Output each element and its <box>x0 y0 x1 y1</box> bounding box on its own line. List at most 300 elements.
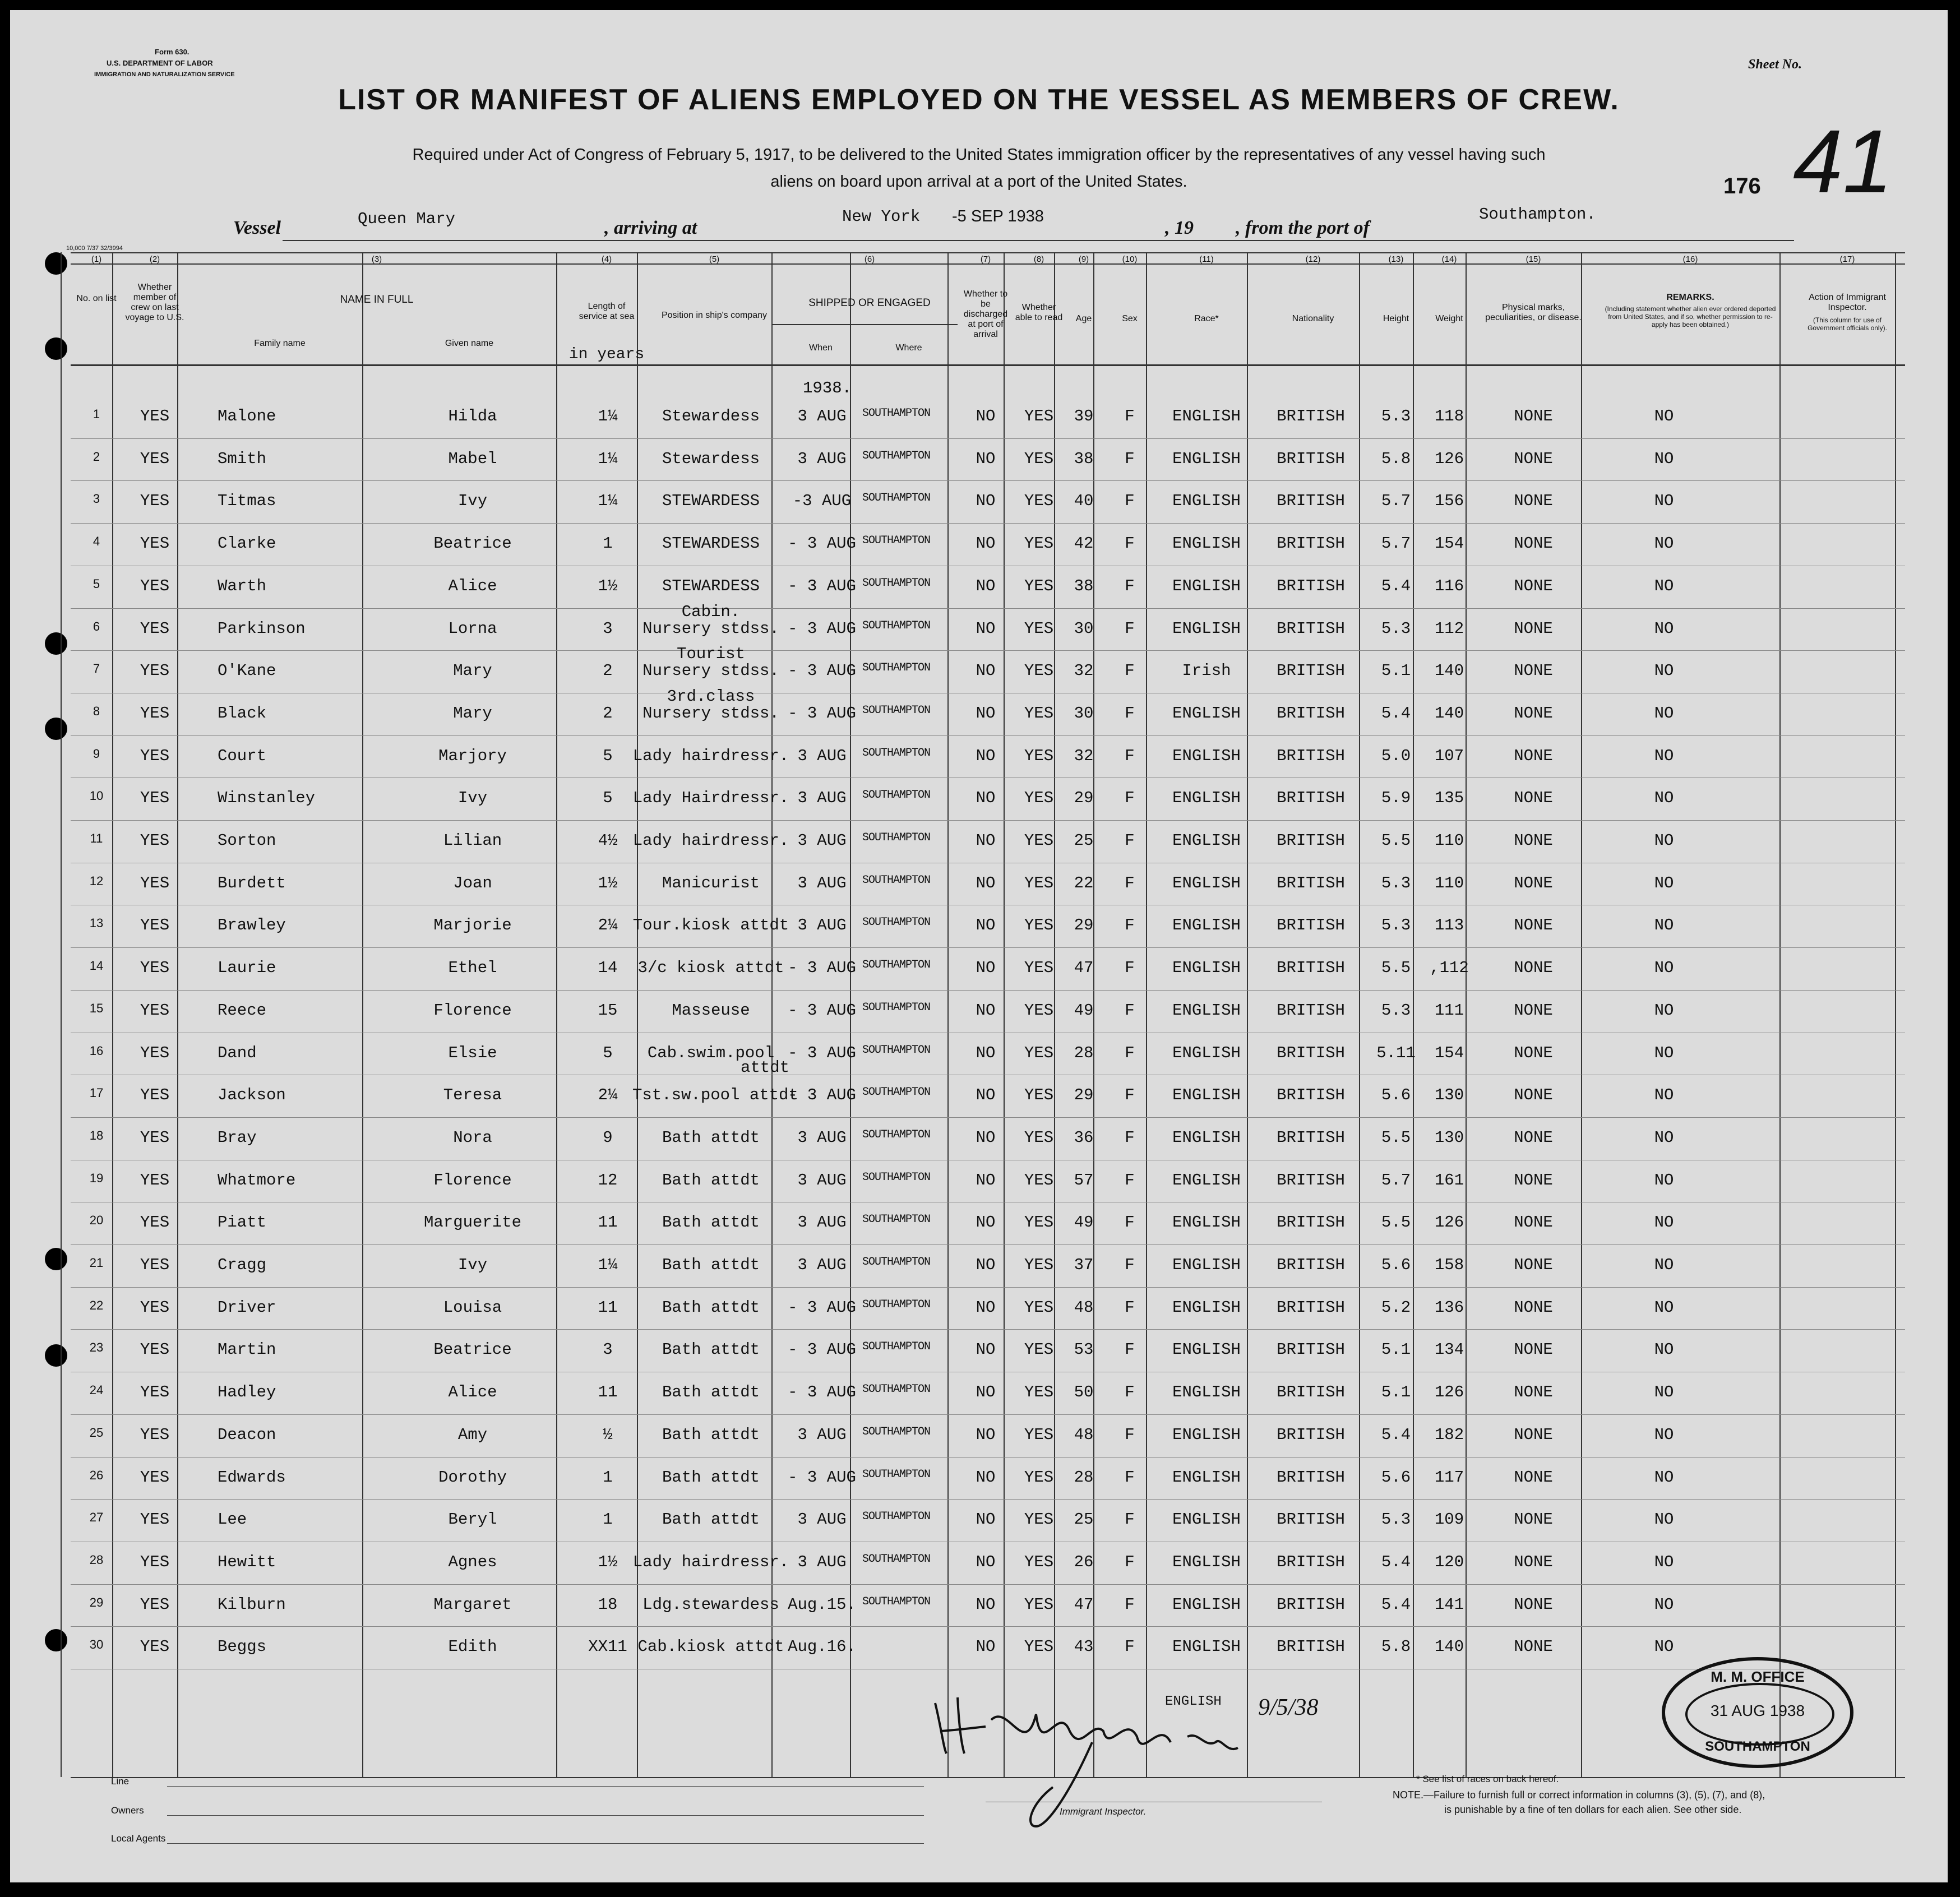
row-rule <box>71 990 1905 991</box>
cell-weight: 135 <box>1434 789 1464 808</box>
cell-height: 5.4 <box>1381 1595 1411 1614</box>
cell-nat: BRITISH <box>1277 492 1345 511</box>
cell-read: YES <box>1024 873 1054 892</box>
cell-race: ENGLISH <box>1172 1468 1241 1487</box>
cell-crew: YES <box>140 746 170 765</box>
cell-family: Driver <box>218 1298 276 1317</box>
cell-crew: YES <box>140 1468 170 1487</box>
cell-weight: 140 <box>1434 661 1464 681</box>
cell-given: Margaret <box>433 1595 512 1614</box>
cell-sex: F <box>1125 704 1135 723</box>
cell-marks: NONE <box>1514 1213 1553 1232</box>
cell-sex: F <box>1125 1552 1135 1571</box>
cell-race: ENGLISH <box>1172 1383 1241 1402</box>
cell-marks: NONE <box>1514 1425 1553 1444</box>
cell-marks: NONE <box>1514 661 1553 681</box>
cell-service: 2¼ <box>598 1086 618 1105</box>
cell-nat: BRITISH <box>1277 661 1345 681</box>
col-num-11: (11) <box>1199 255 1214 264</box>
cell-no: 30 <box>89 1637 104 1652</box>
cell-race: ENGLISH <box>1172 1043 1241 1062</box>
cell-position: 3/c kiosk attdt <box>637 959 784 978</box>
cell-disch: NO <box>976 1552 996 1571</box>
cell-when: 3 AUG <box>797 831 847 850</box>
cell-remarks: NO <box>1654 1043 1674 1062</box>
cell-disch: NO <box>976 407 996 425</box>
row-rule <box>71 523 1905 524</box>
cell-nat: BRITISH <box>1277 1637 1345 1657</box>
cell-age: 38 <box>1074 449 1094 468</box>
service: IMMIGRATION AND NATURALIZATION SERVICE <box>94 71 235 78</box>
cell-disch: NO <box>976 492 996 511</box>
cell-given: Marjory <box>438 746 507 765</box>
cell-race: ENGLISH <box>1172 619 1241 638</box>
footer-local-agents: Local Agents <box>111 1833 166 1844</box>
cell-age: 49 <box>1074 1001 1094 1020</box>
col-hdr-given: Given name <box>445 339 494 348</box>
cell-nat: BRITISH <box>1277 1552 1345 1571</box>
cell-family: Jackson <box>218 1086 286 1105</box>
cell-sex: F <box>1125 831 1135 850</box>
cell-age: 47 <box>1074 959 1094 978</box>
cell-race: ENGLISH <box>1172 789 1241 808</box>
cell-disch: NO <box>976 1256 996 1274</box>
cell-service: 4½ <box>598 831 618 850</box>
cell-remarks: NO <box>1654 492 1674 511</box>
cell-given: Marguerite <box>423 1213 522 1232</box>
shipped-subrule <box>773 324 958 325</box>
cell-when: - 3 AUG <box>788 534 856 553</box>
cell-family: Titmas <box>218 492 276 511</box>
cell-when: Aug.15. <box>788 1595 856 1614</box>
cell-position: Lady Hairdressr. <box>632 789 789 808</box>
cell-disch: NO <box>976 831 996 850</box>
cell-sex: F <box>1125 1637 1135 1657</box>
print-code: 10,000 7/37 32/3994 <box>66 245 123 252</box>
cell-position: Bath attdt <box>662 1510 760 1529</box>
cell-remarks: NO <box>1654 407 1674 425</box>
cell-height: 5.9 <box>1381 789 1411 808</box>
cell-no: 23 <box>89 1340 104 1355</box>
cell-weight: 134 <box>1434 1340 1464 1359</box>
cell-weight: 141 <box>1434 1595 1464 1614</box>
cell-when: - 3 AUG <box>788 1086 856 1105</box>
cell-sex: F <box>1125 746 1135 765</box>
from-port: Southampton. <box>1479 205 1596 224</box>
cell-crew: YES <box>140 449 170 468</box>
cell-height: 5.3 <box>1381 1510 1411 1529</box>
cell-read: YES <box>1024 1043 1054 1062</box>
col-hdr-service-unit: in years <box>568 346 645 363</box>
cell-sex: F <box>1125 619 1135 638</box>
cell-race: ENGLISH <box>1172 959 1241 978</box>
cell-age: 43 <box>1074 1637 1094 1657</box>
cell-crew: YES <box>140 831 170 850</box>
cell-when: 3 AUG <box>797 1213 847 1232</box>
punch-hole <box>45 1629 67 1651</box>
cell-read: YES <box>1024 1552 1054 1571</box>
col-hdr-discharged: Whether to be discharged at port of arrival <box>963 289 1008 339</box>
cell-nat: BRITISH <box>1277 1086 1345 1105</box>
cell-sex: F <box>1125 534 1135 553</box>
cell-family: Lee <box>218 1510 247 1529</box>
punch-hole <box>45 337 67 360</box>
list-number: 176 <box>1723 174 1761 198</box>
cell-family: Warth <box>218 576 267 595</box>
cell-position: Ldg.stewardess <box>642 1595 779 1614</box>
cell-marks: NONE <box>1514 449 1553 468</box>
cell-where: SOUTHAMPTON <box>862 704 931 717</box>
cell-read: YES <box>1024 1510 1054 1529</box>
cell-crew: YES <box>140 1340 170 1359</box>
cell-marks: NONE <box>1514 1170 1553 1190</box>
cell-crew: YES <box>140 1043 170 1062</box>
cell-no: 11 <box>90 831 103 845</box>
cell-position: Bath attdt <box>662 1170 760 1190</box>
cell-marks: NONE <box>1514 1383 1553 1402</box>
cell-remarks: NO <box>1654 1256 1674 1274</box>
cell-sex: F <box>1125 1043 1135 1062</box>
cell-service: 18 <box>598 1595 618 1614</box>
cell-given: Alice <box>448 576 497 595</box>
cell-marks: NONE <box>1514 1298 1553 1317</box>
page-title: LIST OR MANIFEST OF ALIENS EMPLOYED ON THE VESSEL AS MEMBERS OF CREW. <box>338 84 1620 116</box>
cell-sex: F <box>1125 1298 1135 1317</box>
cell-age: 26 <box>1074 1552 1094 1571</box>
cell-weight: 161 <box>1434 1170 1464 1190</box>
cell-where: SOUTHAMPTON <box>862 1468 931 1481</box>
cell-marks: NONE <box>1514 1086 1553 1105</box>
cell-position: STEWARDESS <box>662 534 760 553</box>
cell-read: YES <box>1024 1256 1054 1274</box>
cell-age: 29 <box>1074 789 1094 808</box>
cell-weight: 156 <box>1434 492 1464 511</box>
cell-weight: ,112 <box>1430 959 1469 978</box>
col-num-16: (16) <box>1682 255 1698 264</box>
cell-marks: NONE <box>1514 831 1553 850</box>
column-rule <box>61 252 62 1777</box>
cell-where: SOUTHAMPTON <box>862 916 931 929</box>
cell-race: ENGLISH <box>1172 449 1241 468</box>
punch-hole <box>45 1248 67 1270</box>
cell-race: ENGLISH <box>1172 576 1241 595</box>
cell-service: 12 <box>598 1170 618 1190</box>
cell-sex: F <box>1125 873 1135 892</box>
cell-crew: YES <box>140 619 170 638</box>
cell-nat: BRITISH <box>1277 1595 1345 1614</box>
col-hdr-name: NAME IN FULL <box>340 294 414 306</box>
cell-remarks: NO <box>1654 1213 1674 1232</box>
col-hdr-action: Action of Immigrant Inspector. <box>1809 293 1886 312</box>
cell-where: SOUTHAMPTON <box>862 661 931 675</box>
cell-remarks: NO <box>1654 1552 1674 1571</box>
cell-nat: BRITISH <box>1277 916 1345 935</box>
col-num-3: (3) <box>371 255 382 264</box>
cell-remarks: NO <box>1654 576 1674 595</box>
col-hdr-nationality: Nationality <box>1292 314 1334 323</box>
cell-weight: 136 <box>1434 1298 1464 1317</box>
cell-read: YES <box>1024 1086 1054 1105</box>
cell-read: YES <box>1024 1637 1054 1657</box>
cell-age: 29 <box>1074 916 1094 935</box>
cell-disch: NO <box>976 1128 996 1147</box>
cell-given: Dorothy <box>438 1468 507 1487</box>
cell-service: 11 <box>598 1383 618 1402</box>
cell-service: 1½ <box>598 1552 618 1571</box>
cell-race: ENGLISH <box>1172 704 1241 723</box>
cell-when: 3 AUG <box>797 1510 847 1529</box>
cell-age: 36 <box>1074 1128 1094 1147</box>
row-rule <box>71 1244 1905 1245</box>
cell-height: 5.1 <box>1381 1340 1411 1359</box>
cell-family: Bray <box>218 1128 257 1147</box>
cell-given: Alice <box>448 1383 497 1402</box>
inspector-signature <box>924 1681 1283 1849</box>
cell-family: Parkinson <box>218 619 306 638</box>
cell-where: SOUTHAMPTON <box>862 407 931 420</box>
cell-read: YES <box>1024 576 1054 595</box>
cell-when: 3 AUG <box>797 873 847 892</box>
cell-marks: NONE <box>1514 1595 1553 1614</box>
col-num-13: (13) <box>1388 255 1404 264</box>
cell-age: 25 <box>1074 1510 1094 1529</box>
cell-given: Florence <box>433 1170 512 1190</box>
cell-race: ENGLISH <box>1172 1213 1241 1232</box>
col-num-17: (17) <box>1839 255 1855 264</box>
cell-crew: YES <box>140 661 170 681</box>
cell-remarks: NO <box>1654 1170 1674 1190</box>
cell-no: 16 <box>89 1043 104 1058</box>
sheet-number: 41 <box>1793 111 1893 211</box>
cell-remarks: NO <box>1654 789 1674 808</box>
cell-nat: BRITISH <box>1277 704 1345 723</box>
col-num-1: (1) <box>91 255 102 264</box>
cell-when: - 3 AUG <box>788 704 856 723</box>
cell-no: 15 <box>89 1001 104 1015</box>
cell-age: 25 <box>1074 831 1094 850</box>
cell-remarks: NO <box>1654 916 1674 935</box>
cell-service: 2 <box>603 704 613 723</box>
cell-read: YES <box>1024 534 1054 553</box>
cell-nat: BRITISH <box>1277 1128 1345 1147</box>
cell-sex: F <box>1125 916 1135 935</box>
cell-when: 3 AUG <box>797 407 847 425</box>
cell-where: SOUTHAMPTON <box>862 959 931 972</box>
cell-sex: F <box>1125 1383 1135 1402</box>
cell-crew: YES <box>140 1510 170 1529</box>
cell-sex: F <box>1125 1340 1135 1359</box>
col-num-12: (12) <box>1305 255 1321 264</box>
cell-weight: 130 <box>1434 1128 1464 1147</box>
cell-crew: YES <box>140 916 170 935</box>
cell-service: 1 <box>603 1468 613 1487</box>
cell-disch: NO <box>976 1001 996 1020</box>
col-num-4: (4) <box>601 255 612 264</box>
cell-height: 5.3 <box>1381 1001 1411 1020</box>
cell-when: 3 AUG <box>797 449 847 468</box>
cell-marks: NONE <box>1514 1637 1553 1657</box>
cell-nat: BRITISH <box>1277 1425 1345 1444</box>
cell-no: 24 <box>89 1383 104 1398</box>
cell-marks: NONE <box>1514 1340 1553 1359</box>
col-hdr-sex: Sex <box>1122 314 1138 323</box>
cell-race: ENGLISH <box>1172 1595 1241 1614</box>
cell-where: SOUTHAMPTON <box>862 1383 931 1396</box>
subtitle-line-2: aliens on board upon arrival at a port of the United States. <box>770 173 1187 191</box>
cell-race: ENGLISH <box>1172 1170 1241 1190</box>
row-rule <box>71 1329 1905 1330</box>
cell-where: SOUTHAMPTON <box>862 1425 931 1438</box>
cell-height: 5.1 <box>1381 1383 1411 1402</box>
cell-no: 27 <box>89 1510 104 1525</box>
cell-race: ENGLISH <box>1172 1001 1241 1020</box>
cell-no: 9 <box>93 746 100 761</box>
cell-race: ENGLISH <box>1172 1637 1241 1657</box>
cell-weight: 118 <box>1434 407 1464 425</box>
cell-weight: 126 <box>1434 1213 1464 1232</box>
cell-nat: BRITISH <box>1277 1340 1345 1359</box>
cell-age: 42 <box>1074 534 1094 553</box>
col-hdr-no: No. on list <box>76 294 117 303</box>
cell-marks: NONE <box>1514 492 1553 511</box>
cell-read: YES <box>1024 704 1054 723</box>
cell-marks: NONE <box>1514 1001 1553 1020</box>
cell-crew: YES <box>140 1001 170 1020</box>
cell-service: 11 <box>598 1213 618 1232</box>
cell-race: ENGLISH <box>1172 534 1241 553</box>
row-rule <box>71 735 1905 736</box>
cell-weight: 154 <box>1434 534 1464 553</box>
row-rule <box>71 947 1905 948</box>
cell-when: - 3 AUG <box>788 576 856 595</box>
cell-marks: NONE <box>1514 407 1553 425</box>
cell-disch: NO <box>976 1595 996 1614</box>
cell-service: 1 <box>603 1510 613 1529</box>
cell-race: ENGLISH <box>1172 1340 1241 1359</box>
arrival-date: -5 SEP 1938 <box>952 207 1044 225</box>
cell-nat: BRITISH <box>1277 1298 1345 1317</box>
cell-weight: 158 <box>1434 1256 1464 1274</box>
cell-no: 28 <box>89 1552 104 1567</box>
cell-remarks: NO <box>1654 746 1674 765</box>
cell-no: 29 <box>89 1595 104 1609</box>
cell-age: 38 <box>1074 576 1094 595</box>
cell-service: 2 <box>603 661 613 681</box>
cell-where: SOUTHAMPTON <box>862 1170 931 1184</box>
cell-when: 3 AUG <box>797 1552 847 1571</box>
cell-crew: YES <box>140 1595 170 1614</box>
cell-given: Ivy <box>457 492 488 511</box>
cell-sex: F <box>1125 1086 1135 1105</box>
cell-race: ENGLISH <box>1172 873 1241 892</box>
cell-given: Florence <box>433 1001 512 1020</box>
cell-no: 25 <box>89 1425 104 1440</box>
cell-family: O'Kane <box>218 661 276 681</box>
cell-read: YES <box>1024 916 1054 935</box>
cell-where: SOUTHAMPTON <box>862 1001 931 1014</box>
cell-given: Mabel <box>448 449 497 468</box>
extra-race: ENGLISH <box>1165 1694 1222 1709</box>
cell-height: 5.8 <box>1381 449 1411 468</box>
cell-weight: 182 <box>1434 1425 1464 1444</box>
cell-height: 5.6 <box>1381 1468 1411 1487</box>
signature-date: 9/5/38 <box>1258 1695 1319 1720</box>
row-rule <box>71 1584 1905 1585</box>
cell-read: YES <box>1024 1001 1054 1020</box>
cell-race: ENGLISH <box>1172 1552 1241 1571</box>
cell-age: 53 <box>1074 1340 1094 1359</box>
cell-sex: F <box>1125 1256 1135 1274</box>
cell-weight: 130 <box>1434 1086 1464 1105</box>
col-hdr-when: When <box>809 343 833 353</box>
cell-when: 3 AUG <box>797 1128 847 1147</box>
cell-marks: NONE <box>1514 619 1553 638</box>
cell-height: 5.4 <box>1381 1425 1411 1444</box>
col-num-9: (9) <box>1078 255 1089 264</box>
cell-where: SOUTHAMPTON <box>862 1510 931 1524</box>
cell-when: - 3 AUG <box>788 1468 856 1487</box>
col-hdr-family: Family name <box>254 339 306 348</box>
cell-family: Dand <box>218 1043 257 1062</box>
cell-when: Aug.16. <box>788 1637 856 1657</box>
cell-position-top: Tourist <box>677 645 745 664</box>
cell-family: Edwards <box>218 1468 286 1487</box>
cell-race: ENGLISH <box>1172 1510 1241 1529</box>
cell-marks: NONE <box>1514 576 1553 595</box>
cell-remarks: NO <box>1654 1298 1674 1317</box>
cell-nat: BRITISH <box>1277 873 1345 892</box>
cell-crew: YES <box>140 1298 170 1317</box>
cell-disch: NO <box>976 661 996 681</box>
col-hdr-read: Whether able to read <box>1015 303 1063 322</box>
cell-height: 5.3 <box>1381 873 1411 892</box>
cell-position: Bath attdt <box>662 1340 760 1359</box>
cell-given: Mary <box>453 704 492 723</box>
cell-read: YES <box>1024 1298 1054 1317</box>
cell-marks: NONE <box>1514 789 1553 808</box>
cell-height: 5.4 <box>1381 704 1411 723</box>
cell-service: ½ <box>603 1425 613 1444</box>
cell-height: 5.11 <box>1376 1043 1416 1062</box>
cell-disch: NO <box>976 1510 996 1529</box>
cell-crew: YES <box>140 1086 170 1105</box>
cell-nat: BRITISH <box>1277 1001 1345 1020</box>
cell-no: 14 <box>89 959 104 973</box>
cell-weight: 154 <box>1434 1043 1464 1062</box>
cell-where: SOUTHAMPTON <box>862 746 931 760</box>
cell-nat: BRITISH <box>1277 1468 1345 1487</box>
col-hdr-remarks: REMARKS. <box>1666 293 1714 302</box>
cell-race: ENGLISH <box>1172 746 1241 765</box>
col-hdr-crew: Whether member of crew on last voyage to U.S. <box>125 283 184 322</box>
cell-no: 21 <box>89 1256 104 1270</box>
cell-race: ENGLISH <box>1172 1425 1241 1444</box>
stamp-top-text: M. M. OFFICE <box>1711 1668 1805 1685</box>
cell-age: 22 <box>1074 873 1094 892</box>
cell-nat: BRITISH <box>1277 534 1345 553</box>
cell-given: Louisa <box>443 1298 502 1317</box>
cell-given: Lorna <box>448 619 497 638</box>
cell-position: STEWARDESS <box>662 492 760 511</box>
row-rule <box>71 480 1905 481</box>
cell-no: 6 <box>93 619 100 633</box>
row-rule <box>71 1626 1905 1627</box>
col-hdr-where: Where <box>895 343 922 353</box>
cell-age: 30 <box>1074 619 1094 638</box>
cell-age: 28 <box>1074 1043 1094 1062</box>
fine-note-2: is punishable by a fine of ten dollars for each alien. See other side. <box>1444 1804 1742 1815</box>
cell-position: Stewardess <box>662 449 760 468</box>
